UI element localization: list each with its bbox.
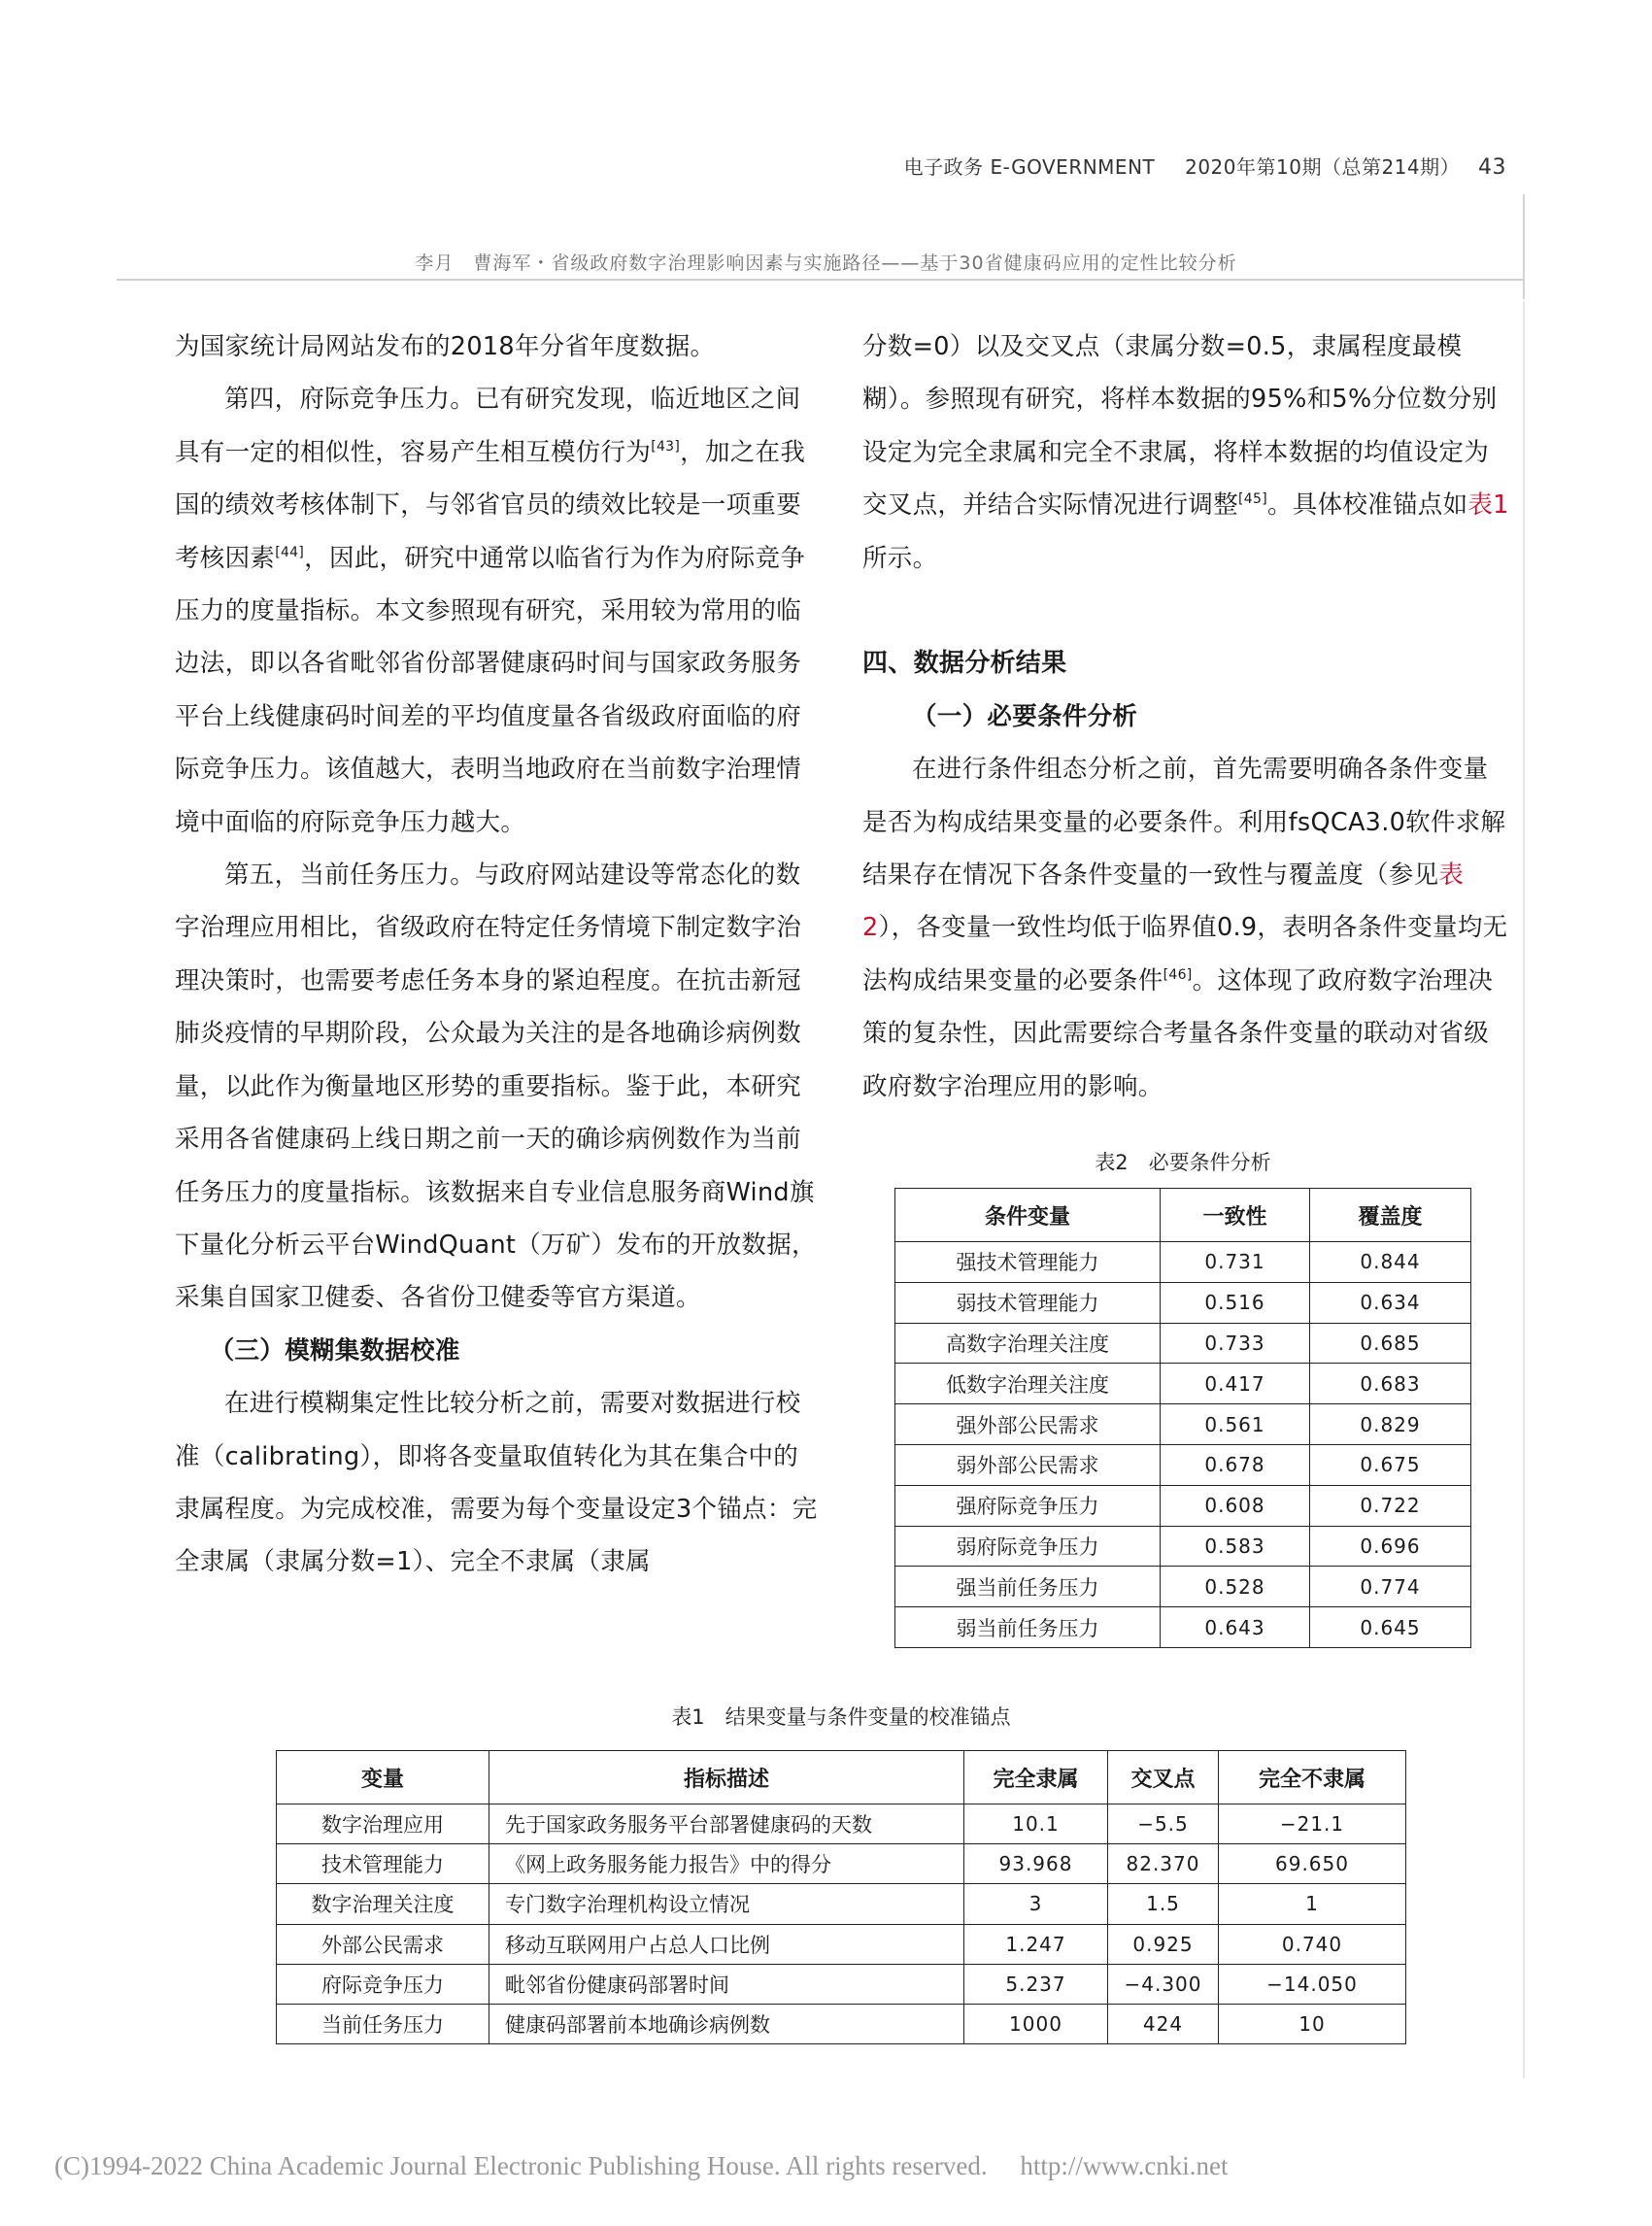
table-row — [895, 1323, 1471, 1364]
table1-caption: 表1 结果变量与条件变量的校准锚点 — [671, 1705, 1011, 1729]
table-row — [895, 1404, 1471, 1445]
table-cell: 1000 — [964, 2004, 1108, 2043]
table-cell: 弱府际竞争压力 — [895, 1526, 1161, 1567]
table-cell: 0.925 — [1108, 1924, 1219, 1964]
table-cell: 0.608 — [1161, 1485, 1310, 1526]
table-row — [895, 1607, 1471, 1648]
table-cell: 1.247 — [964, 1924, 1108, 1964]
table-link[interactable]: 表2 — [862, 860, 1465, 943]
table-header: 完全不隶属 — [1219, 1751, 1406, 1804]
table-cell: 0.731 — [1161, 1242, 1310, 1283]
left-column — [175, 320, 822, 1589]
table-row — [895, 1444, 1471, 1485]
table-cell: 0.561 — [1161, 1404, 1310, 1445]
page-number: 43 — [1478, 155, 1506, 180]
table-row — [895, 1485, 1471, 1526]
table-cell: 424 — [1108, 2004, 1219, 2043]
paragraph: 分数=0）以及交叉点（隶属分数=0.5，隶属程度最模糊）。参照现有研究，将样本数据的95%和5%分位数分别设定为完全隶属和完全不隶属，将样本数据的均值设定为交叉点，并结合实际情况进行调整[45]。具体校准锚点如表1所示。 — [862, 332, 1509, 573]
paragraph: 第四，府际竞争压力。已有研究发现，临近地区之间具有一定的相似性，容易产生相互模仿行为[43]，加之在我国的绩效考核体制下，与邻省官员的绩效比较是一项重要考核因素[44]，因此，研究中通常以临省行为作为府际竞争压力的度量指标。本文参照现有研究，采用较为常用的临边法，即以各省毗邻省份部署健康码时间与国家政务服务平台上线健康码时间差的平均值度量各省级政府面临的府际竞争压力。该值越大，表明当地政府在当前数字治理情境中面临的府际竞争压力越大。 — [175, 385, 806, 837]
table-cell: 健康码部署前本地确诊病例数 — [489, 2004, 964, 2043]
citation[interactable]: [46] — [1163, 966, 1193, 983]
table-header: 变量 — [277, 1751, 489, 1804]
table-cell: 0.643 — [1161, 1607, 1310, 1648]
table-cell: 0.516 — [1161, 1282, 1310, 1323]
table-cell: 毗邻省份健康码部署时间 — [489, 1964, 964, 2004]
table-header: 一致性 — [1161, 1189, 1310, 1242]
table-cell: 0.774 — [1310, 1567, 1471, 1607]
table-cell: 0.583 — [1161, 1526, 1310, 1567]
table-cell: 0.417 — [1161, 1364, 1310, 1404]
table-cell: 3 — [964, 1884, 1108, 1924]
citation[interactable]: [44] — [275, 544, 305, 560]
copyright-footer: (C)1994-2022 China Academic Journal Electronic Publishing House. All rights reserved. http://www.cnki.net — [54, 2151, 1229, 2180]
journal-name: 电子政务 E-GOVERNMENT — [903, 155, 1156, 179]
table-cell: 强外部公民需求 — [895, 1404, 1161, 1445]
table-cell: −21.1 — [1219, 1804, 1406, 1844]
table-row — [895, 1567, 1471, 1607]
table-cell: 弱技术管理能力 — [895, 1282, 1161, 1323]
subsection-heading: （一）必要条件分析 — [912, 701, 1138, 731]
table-cell: 5.237 — [964, 1964, 1108, 2004]
table-link[interactable]: 表1 — [1467, 490, 1509, 521]
table-cell: 专门数字治理机构设立情况 — [489, 1884, 964, 1924]
table-cell: 0.740 — [1219, 1924, 1406, 1964]
citation[interactable]: [43] — [651, 438, 681, 455]
table-cell: −4.300 — [1108, 1964, 1219, 2004]
table-row — [895, 1364, 1471, 1404]
paragraph: 在进行模糊集定性比较分析之前，需要对数据进行校准（calibrating），即将各变量取值转化为其在集合中的隶属程度。为完成校准，需要为每个变量设定3个锚点：完全隶属（隶属分数=1）、完全不隶属（隶属 — [175, 1389, 818, 1577]
paragraph: 第五，当前任务压力。与政府网站建设等常态化的数字治理应用相比，省级政府在特定任务情境下制定数字治理决策时，也需要考虑任务本身的紧迫程度。在抗击新冠肺炎疫情的早期阶段，公众最为关注的是各地确诊病例数量，以此作为衡量地区形势的重要指标。鉴于此，本研究采用各省健康码上线日期之前一天的确诊病例数作为当前任务压力的度量指标。该数据来自专业信息服务商Wind旗下量化分析云平台WindQuant（万矿）发布的开放数据，采集自国家卫健委、各省份卫健委等官方渠道。 — [175, 860, 817, 1313]
margin-rule — [1523, 301, 1525, 2078]
table-cell: 93.968 — [964, 1844, 1108, 1884]
table-cell: 数字治理应用 — [277, 1804, 489, 1844]
table-row — [277, 2004, 1406, 2043]
table-cell: 0.829 — [1310, 1404, 1471, 1445]
table-cell: 1 — [1219, 1884, 1406, 1924]
table-cell: 弱当前任务压力 — [895, 1607, 1161, 1648]
table-cell: 高数字治理关注度 — [895, 1323, 1161, 1364]
issue-info: 2020年第10期（总第214期） — [1185, 155, 1461, 179]
running-title: 李月 曹海军・省级政府数字治理影响因素与实施路径——基于30省健康码应用的定性比较分析 — [415, 253, 1237, 274]
table-cell: 技术管理能力 — [277, 1844, 489, 1884]
paragraph: 在进行条件组态分析之前，首先需要明确各条件变量是否为构成结果变量的必要条件。利用fsQCA3.0软件求解结果存在情况下各条件变量的一致性与覆盖度（参见表2），各变量一致性均低于临界值0.9，表明各条件变量均无法构成结果变量的必要条件[46]。这体现了政府数字治理决策的复杂性，因此需要综合考量各条件变量的联动对省级政府数字治理应用的影响。 — [862, 755, 1508, 1101]
table-cell: 0.528 — [1161, 1567, 1310, 1607]
table-cell: 外部公民需求 — [277, 1924, 489, 1964]
table1 — [276, 1750, 1406, 2044]
table-cell: 数字治理关注度 — [277, 1884, 489, 1924]
right-column — [862, 320, 1509, 1113]
table2-caption: 表2 必要条件分析 — [1095, 1151, 1271, 1174]
table-row — [277, 1804, 1406, 1844]
paragraph: 为国家统计局网站发布的2018年分省年度数据。 — [175, 332, 716, 361]
table-cell: 0.685 — [1310, 1323, 1471, 1364]
table-cell: 府际竞争压力 — [277, 1964, 489, 2004]
table-header: 条件变量 — [895, 1189, 1161, 1242]
table-row — [277, 1964, 1406, 2004]
table-row — [895, 1526, 1471, 1567]
table-cell: 移动互联网用户占总人口比例 — [489, 1924, 964, 1964]
table-cell: 0.696 — [1310, 1526, 1471, 1567]
table-cell: 0.634 — [1310, 1282, 1471, 1323]
table-cell: 69.650 — [1219, 1844, 1406, 1884]
table-row — [277, 1924, 1406, 1964]
table-header: 指标描述 — [489, 1751, 964, 1804]
section-heading: 四、数据分析结果 — [862, 649, 1067, 679]
table-row — [895, 1282, 1471, 1323]
table-cell: 0.722 — [1310, 1485, 1471, 1526]
table-row — [277, 1884, 1406, 1924]
table-cell: 1.5 — [1108, 1884, 1219, 1924]
table-cell: 10.1 — [964, 1804, 1108, 1844]
table-cell: 先于国家政务服务平台部署健康码的天数 — [489, 1804, 964, 1844]
table-cell: 0.675 — [1310, 1444, 1471, 1485]
table-cell: 0.678 — [1161, 1444, 1310, 1485]
table-cell: 0.844 — [1310, 1242, 1471, 1283]
table-row — [895, 1242, 1471, 1283]
journal-header — [904, 152, 1506, 180]
table-cell: −5.5 — [1108, 1804, 1219, 1844]
header-divider-vertical — [1523, 194, 1525, 299]
table-cell: 弱外部公民需求 — [895, 1444, 1161, 1485]
table-cell: 0.733 — [1161, 1323, 1310, 1364]
table-row — [277, 1844, 1406, 1884]
header-divider — [117, 279, 1525, 281]
table-header: 交叉点 — [1108, 1751, 1219, 1804]
table-cell: 强当前任务压力 — [895, 1567, 1161, 1607]
table-cell: 0.645 — [1310, 1607, 1471, 1648]
table-cell: 低数字治理关注度 — [895, 1364, 1161, 1404]
table-cell: 强府际竞争压力 — [895, 1485, 1161, 1526]
table-cell: 强技术管理能力 — [895, 1242, 1161, 1283]
table-cell: 10 — [1219, 2004, 1406, 2043]
table2 — [894, 1188, 1471, 1648]
table-header: 覆盖度 — [1310, 1189, 1471, 1242]
table-cell: 0.683 — [1310, 1364, 1471, 1404]
citation[interactable]: [45] — [1238, 491, 1267, 508]
table-cell: 82.370 — [1108, 1844, 1219, 1884]
table-cell: −14.050 — [1219, 1964, 1406, 2004]
table-header: 完全隶属 — [964, 1751, 1108, 1804]
section-heading: （三）模糊集数据校准 — [209, 1335, 460, 1366]
table-cell: 《网上政务服务能力报告》中的得分 — [489, 1844, 964, 1884]
table-cell: 当前任务压力 — [277, 2004, 489, 2043]
